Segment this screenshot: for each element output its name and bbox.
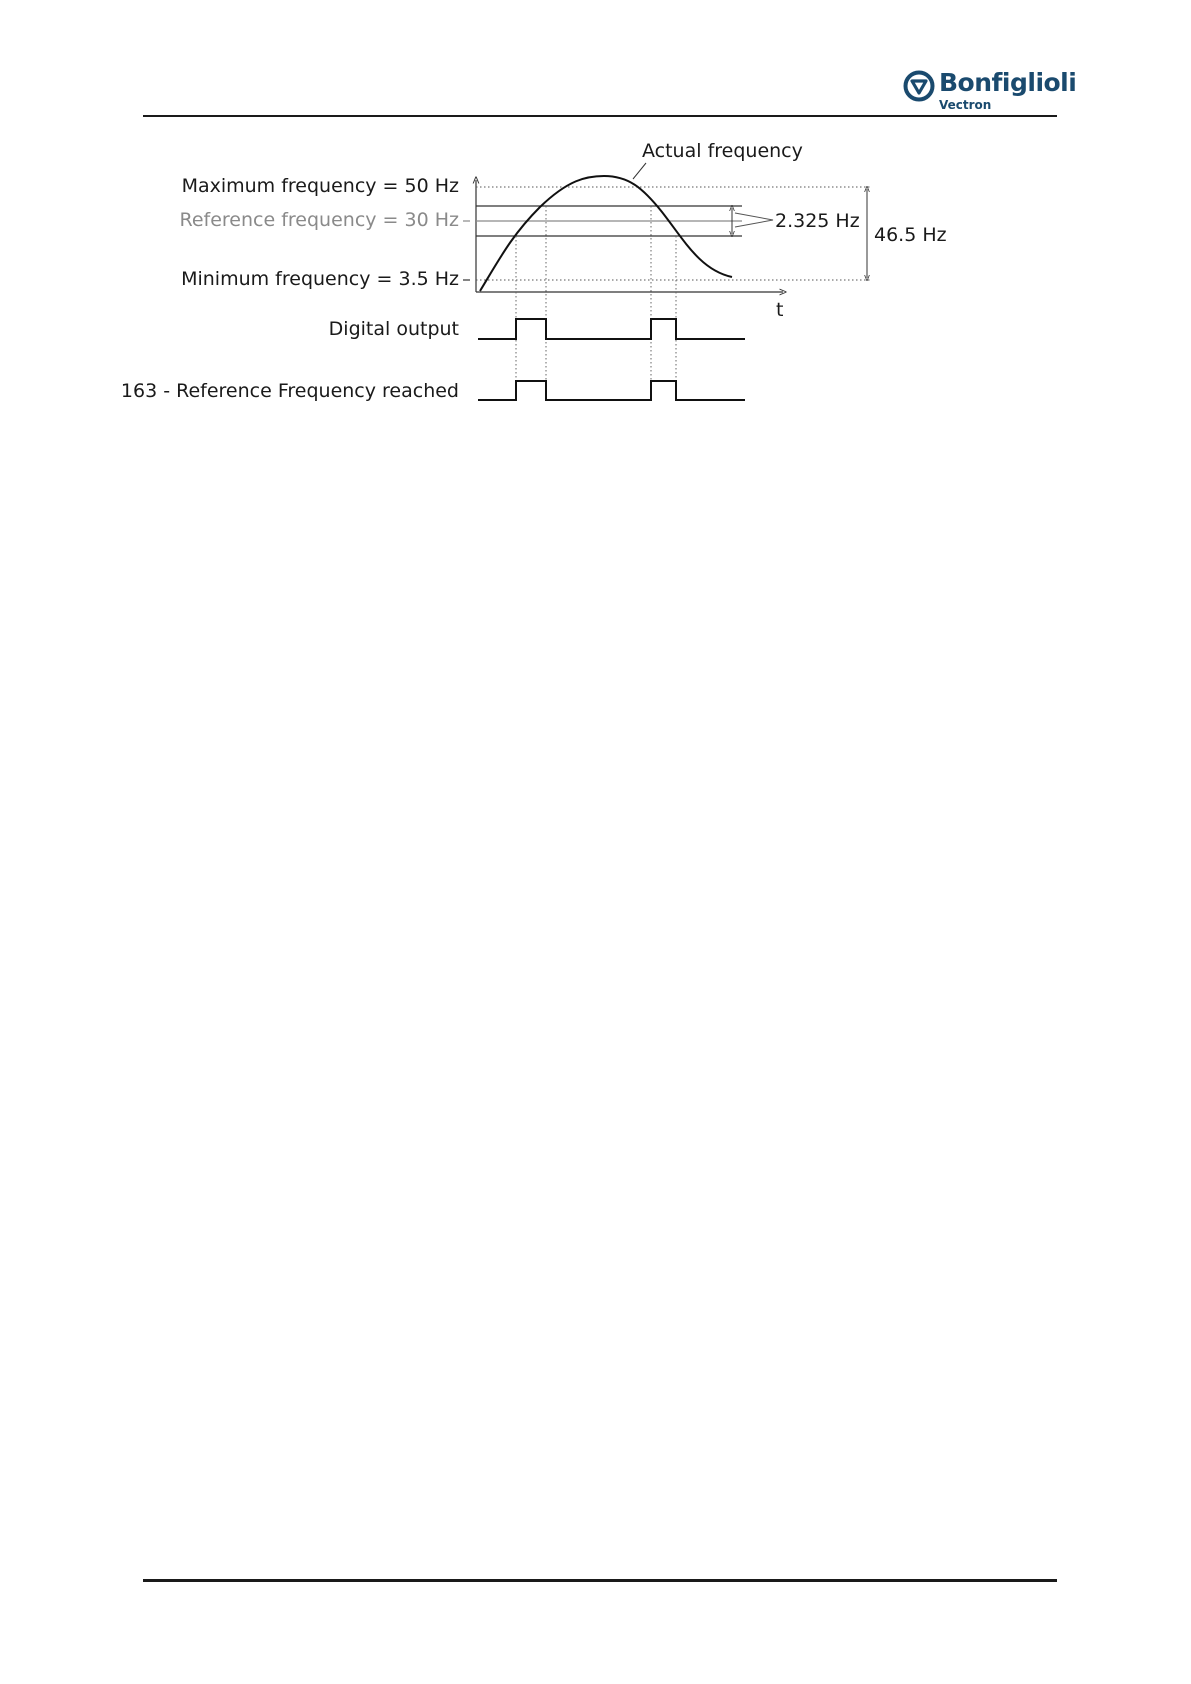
brand-sub: Vectron [939,98,992,112]
actual-frequency-leader [633,163,646,179]
digital-output-waveform [478,319,745,339]
signal-waveform [478,381,745,400]
range-label: 46.5 Hz [874,224,947,246]
reference-frequency-label: Reference frequency = 30 Hz [179,209,459,231]
footer-rule [143,1579,1057,1582]
hysteresis-bracket [735,213,773,227]
digital-output-label: Digital output [328,318,459,340]
signal-label: 163 - Reference Frequency reached [120,380,459,402]
max-frequency-label: Maximum frequency = 50 Hz [181,175,459,197]
actual-frequency-curve [480,176,732,291]
brand-name: Bonfiglioli [939,68,1077,97]
time-axis-label: t [776,299,784,321]
min-frequency-label: Minimum frequency = 3.5 Hz [181,268,459,290]
hysteresis-label: 2.325 Hz [775,210,860,232]
actual-frequency-label: Actual frequency [642,140,803,162]
